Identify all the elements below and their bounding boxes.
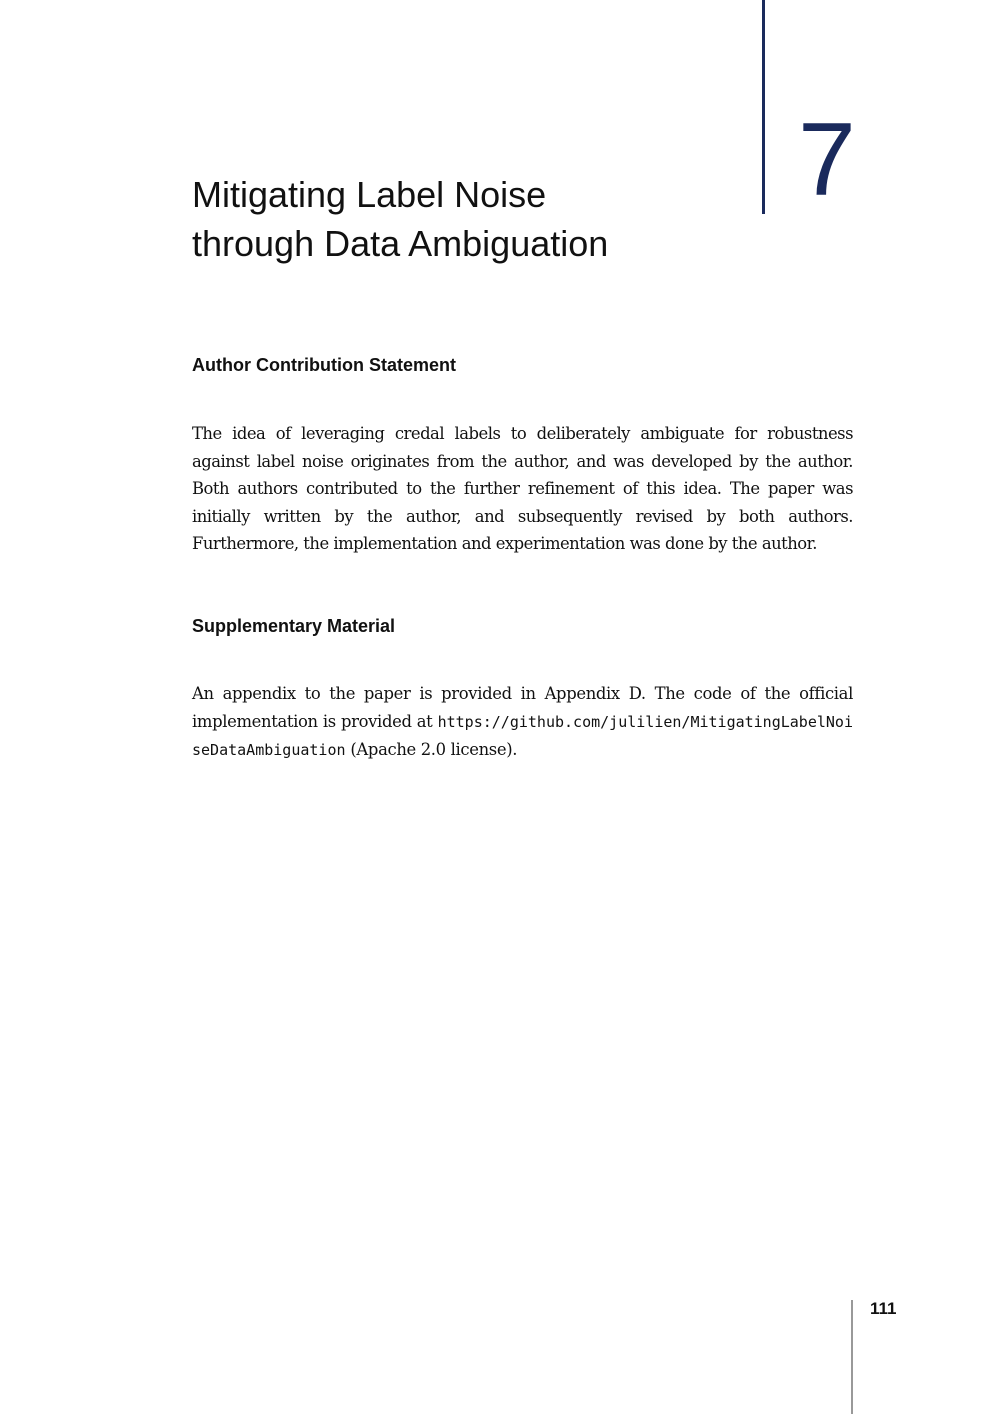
github-url-link[interactable]: https://github.com/julilien/MitigatingLabelNoiseDataAmbiguation bbox=[192, 712, 853, 759]
author-contribution-paragraph: The idea of leveraging credal labels to deliberately ambiguate for robustness against label noise originates from the author, and was developed by the author. Both authors contributed to the further refinement of this idea. The paper was initially written by the author, and subsequently revised by both authors. Furthermore, the implementation and experimentation was done by the author. bbox=[192, 424, 853, 553]
page-number: 111 bbox=[870, 1299, 897, 1318]
chapter-number: 7 bbox=[798, 102, 856, 218]
section-heading-supplementary-material: Supplementary Material bbox=[192, 616, 396, 636]
chapter-title-line-1: Mitigating Label Noise bbox=[192, 174, 547, 215]
chapter-marker-rule bbox=[762, 0, 765, 214]
section-heading-author-contribution: Author Contribution Statement bbox=[192, 355, 456, 375]
supplementary-text-before-url: An appendix to the paper is provided in Appendix D. The code of the official implementation is provided at bbox=[192, 684, 853, 731]
supplementary-material-paragraph bbox=[192, 680, 853, 765]
chapter-title bbox=[192, 170, 732, 268]
chapter-title-line-2: through Data Ambiguation bbox=[192, 223, 609, 264]
supplementary-text-after-url: (Apache 2.0 license). bbox=[345, 740, 518, 759]
page-number-rule bbox=[851, 1300, 853, 1414]
